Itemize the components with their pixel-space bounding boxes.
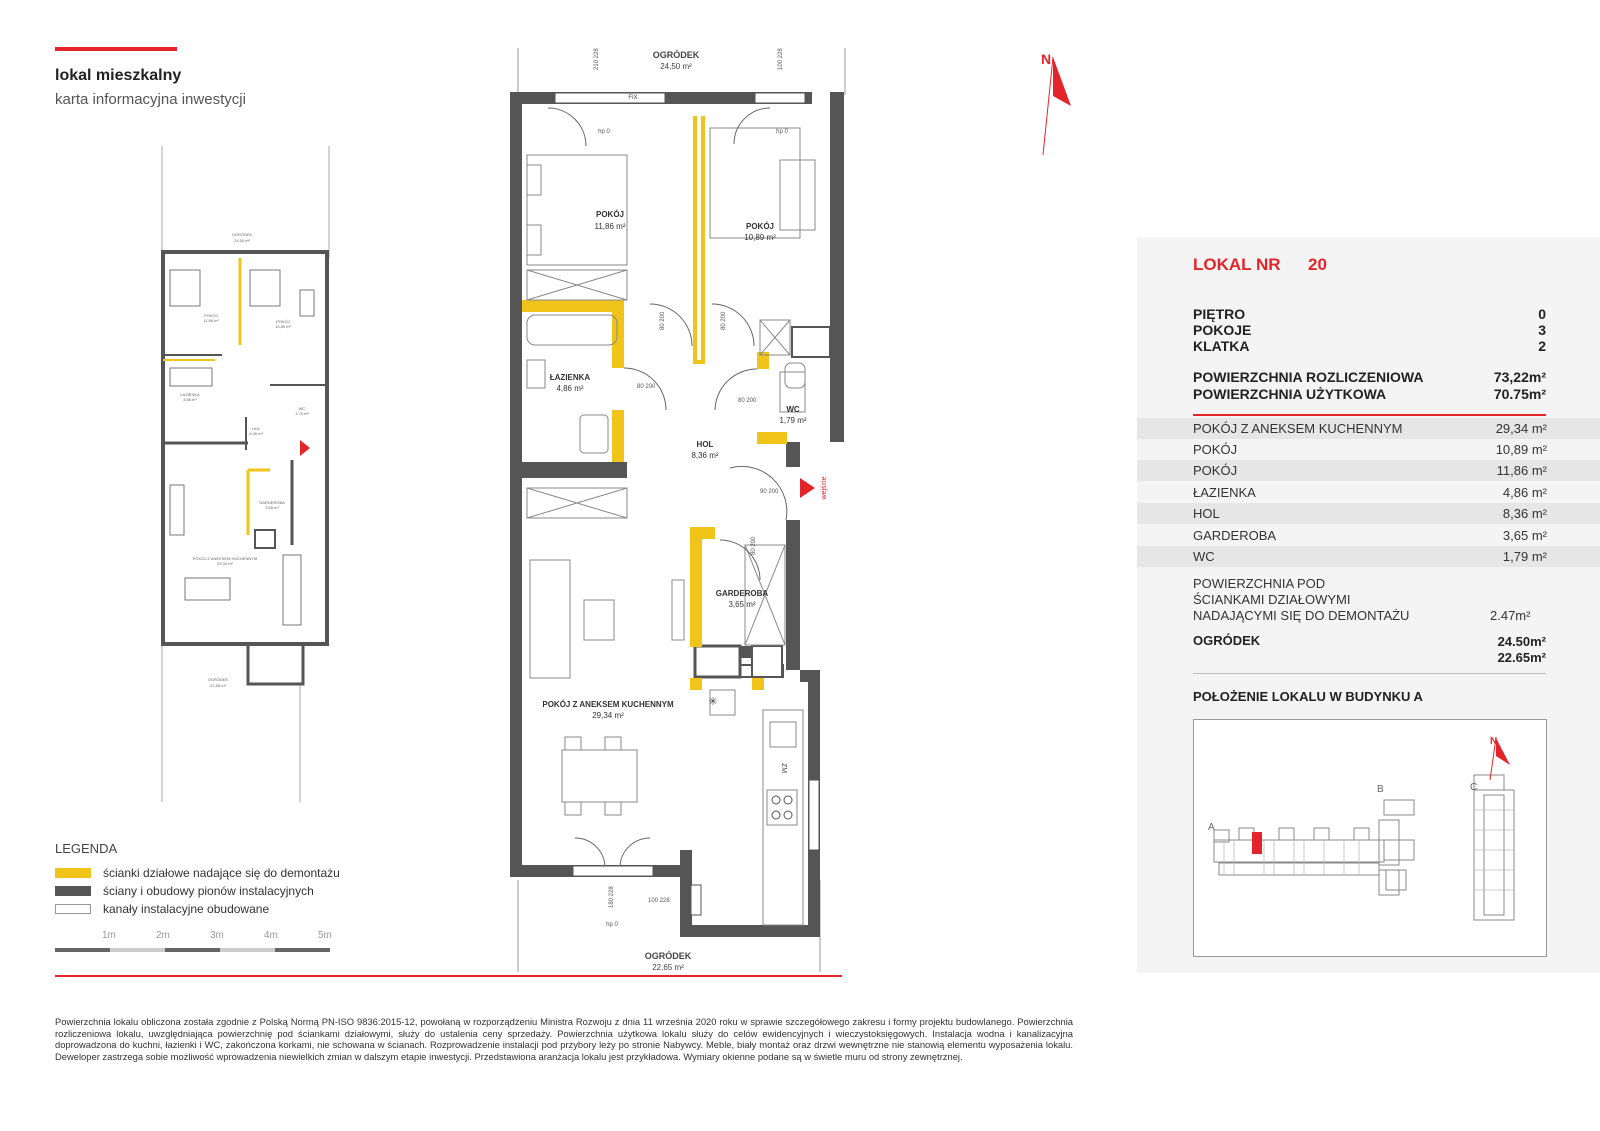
legend-label: kanały instalacyjne obudowane xyxy=(103,902,270,916)
area-row xyxy=(1193,386,1546,402)
scale-tick-label: 1m xyxy=(102,930,116,941)
garden-bottom-area: 22,65 m² xyxy=(652,963,684,972)
area-value: 73,22m² xyxy=(1493,369,1546,385)
garden-top-label: OGRÓDEK xyxy=(652,50,700,60)
scale-bar xyxy=(55,948,330,952)
room-area: 1,79 m² xyxy=(779,416,807,425)
room-label: POKÓJ xyxy=(745,222,775,231)
garden-value: 24.50m² xyxy=(1497,634,1546,649)
threshold-label: hp 0 xyxy=(598,129,610,135)
panel-divider xyxy=(1193,414,1546,416)
room-list-value: 11,86 m² xyxy=(1496,463,1547,478)
window-dimension: 180 228 xyxy=(609,886,615,908)
summary-row xyxy=(1193,306,1546,322)
room-area: 10,89 m² xyxy=(744,233,776,242)
partition-area-value: 2.47m² xyxy=(1490,608,1531,623)
door-dimension: 80 200 xyxy=(660,311,666,330)
site-location-map xyxy=(1193,719,1547,957)
area-label: POWIERZCHNIA UŻYTKOWA xyxy=(1193,386,1387,402)
mini-room-area: 3,65 m² xyxy=(265,505,279,510)
partition-area-label: POWIERZCHNIA POD xyxy=(1193,576,1326,591)
room-list-label: POKÓJ xyxy=(1193,442,1238,457)
room-label: GARDEROBA xyxy=(715,589,769,598)
summary-value: 0 xyxy=(1538,306,1546,322)
room-label: WC xyxy=(786,405,800,414)
light-symbol-icon: ✳ xyxy=(708,696,718,708)
door-dimension: 80 200 xyxy=(721,311,727,330)
legend-swatch-structural xyxy=(55,886,91,896)
area-row xyxy=(1193,369,1546,385)
garden-label: OGRÓDEK xyxy=(1193,633,1261,648)
mini-garden-top-area: 24,50 m² xyxy=(234,238,250,243)
room-label: POKÓJ Z ANEKSEM KUCHENNYM xyxy=(542,700,674,709)
door-dimension: 90 200 xyxy=(760,489,779,495)
garden-bottom-label: OGRÓDEK xyxy=(644,951,692,961)
unit-label: LOKAL NR xyxy=(1193,255,1281,274)
door-dimension: 80 200 xyxy=(738,398,757,404)
scale-tick-label: 5m xyxy=(318,930,332,941)
mini-room-label: WC xyxy=(298,406,306,411)
site-map-drawing xyxy=(1194,720,1546,956)
room-list-label: ŁAZIENKA xyxy=(1193,485,1256,500)
scale-tick-label: 3m xyxy=(210,930,224,941)
legend-item-channel xyxy=(55,902,269,916)
north-indicator: N xyxy=(1041,51,1052,67)
room-area: 8,36 m² xyxy=(691,451,719,460)
legend-label: ściany i obudowy pionów instalacyjnych xyxy=(103,884,314,898)
unit-number: 20 xyxy=(1308,255,1327,274)
summary-label: POKOJE xyxy=(1193,322,1252,338)
door-dimension: 80 200 xyxy=(751,536,757,555)
room-list-item xyxy=(1137,482,1600,503)
door-dimension: 80 200 xyxy=(637,384,656,390)
room-list-value: 1,79 m² xyxy=(1502,549,1547,564)
room-area: 11,86 m² xyxy=(594,222,626,231)
mini-room-label: POKÓJ xyxy=(276,319,290,324)
legend-swatch-removable xyxy=(55,868,91,878)
room-list-label: POKÓJ xyxy=(1193,463,1238,478)
mini-room-area: 10,89 m² xyxy=(275,324,291,329)
mini-room-label: ŁAZIENKA xyxy=(180,392,200,397)
legend-item-removable xyxy=(55,866,340,880)
mini-floor-plan xyxy=(162,146,329,802)
room-list-value: 8,36 m² xyxy=(1502,506,1547,521)
mini-garden-bottom-label: OGRÓDEK xyxy=(207,677,229,682)
room-area: 4,86 m² xyxy=(556,384,584,393)
garden-top-area: 24,50 m² xyxy=(660,62,692,71)
threshold-label: hp 0 xyxy=(776,129,788,135)
partition-area-label: ŚCIANKAMI DZIAŁOWYMI xyxy=(1193,592,1351,607)
window-dimension: 100 228 xyxy=(778,48,784,70)
mini-room-label: POKÓJ xyxy=(204,313,218,318)
summary-label: KLATKA xyxy=(1193,338,1250,354)
mini-room-area: 1,79 m² xyxy=(295,411,309,416)
map-north-indicator: N xyxy=(1490,736,1498,747)
partition-area-label: NADAJĄCYMI SIĘ DO DEMONTAŻU xyxy=(1193,608,1410,623)
room-list-item xyxy=(1137,525,1600,546)
room-list-label: GARDEROBA xyxy=(1193,528,1277,543)
legend-label: ścianki działowe nadające się do demontażu xyxy=(103,866,340,880)
garden-value: 22.65m² xyxy=(1497,650,1546,665)
room-area: 29,34 m² xyxy=(592,711,624,720)
room-list-label: POKÓJ Z ANEKSEM KUCHENNYM xyxy=(1193,421,1403,436)
mini-room-area: 4,86 m² xyxy=(183,397,197,402)
mini-room-label: HOL xyxy=(251,426,261,431)
summary-value: 3 xyxy=(1538,322,1546,338)
summary-value: 2 xyxy=(1538,338,1546,354)
room-list-value: 3,65 m² xyxy=(1502,528,1547,543)
legend-swatch-channel xyxy=(55,904,91,914)
scale-tick-label: 2m xyxy=(156,930,170,941)
main-floor-plan xyxy=(510,48,1071,972)
document-subtitle: karta informacyjna inwestycji xyxy=(55,91,246,108)
summary-label: PIĘTRO xyxy=(1193,306,1246,322)
building-label-c: C xyxy=(1470,782,1478,793)
area-value: 70.75m² xyxy=(1493,386,1546,402)
legend-title: LEGENDA xyxy=(55,841,118,856)
room-area: 3,65 m² xyxy=(728,600,756,609)
mini-room-label: POKÓJ Z ANEKSEM KUCHENNYM xyxy=(192,556,258,561)
room-label: HOL xyxy=(696,440,714,449)
window-dimension: 210 228 xyxy=(594,48,600,70)
room-label: ŁAZIENKA xyxy=(549,373,591,382)
oven-label: ZM xyxy=(780,762,787,774)
mini-garden-bottom-area: 22,65 m² xyxy=(210,683,226,688)
legend-item-structural xyxy=(55,884,314,898)
area-label: POWIERZCHNIA ROZLICZENIOWA xyxy=(1193,369,1424,385)
room-list-item xyxy=(1137,439,1600,460)
building-label-a: A xyxy=(1208,822,1215,833)
room-list-label: WC xyxy=(1193,549,1215,564)
summary-row xyxy=(1193,322,1546,338)
room-list-value: 29,34 m² xyxy=(1495,421,1547,436)
building-label-b: B xyxy=(1377,784,1384,795)
room-list-item xyxy=(1137,546,1600,567)
room-list-label: HOL xyxy=(1193,506,1220,521)
mini-room-area: 11,86 m² xyxy=(203,318,219,323)
window-dimension: 100 228 xyxy=(648,898,670,904)
room-list-value: 10,89 m² xyxy=(1495,442,1547,457)
panel-divider xyxy=(1193,673,1546,674)
legal-footnote: Powierzchnia lokalu obliczona została zgodnie z Polską Normą PN-ISO 9836:2015-12, powołaną w rozporządzeniu Ministra Rozwoju z dnia 11 września 2020 roku w sprawie szczegółowego zakresu i formy projektu budowlanego. Powierzchnia rozliczeniowa lokalu, uwzględniająca powierzchnię pod ściankami działowymi, służy do ustalenia ceny sprzedaży. Powierzchnia użytkowa lokalu służy do celów ewidencyjnych i wieczystoksięgowych. Instalacja wodna i kanalizacyjna doprowadzona do kuchni, łazienki i WC, zakończona korkami, nie schowana w ścianach. Rozprowadzenie instalacji pod przybory leży po stronie Nabywcy. Meble, biały montaż oraz drzwi wewnętrzne nie stanowią elementu wyposażenia lokalu. Deweloper zastrzega sobie możliwość wprowadzenia niewielkich zmian w dalszym etapie inwestycji. Przedstawiona aranżacja lokalu jest przykładowa. Wymiary okienne podane są w świetle muru od strony zewnętrznej. xyxy=(55,1016,1073,1062)
room-list-value: 4,86 m² xyxy=(1502,485,1547,500)
mini-room-label: GARDEROBA xyxy=(259,500,285,505)
section-divider xyxy=(55,975,842,977)
location-title: POŁOŻENIE LOKALU W BUDYNKU A xyxy=(1193,689,1423,704)
scale-tick-label: 4m xyxy=(264,930,278,941)
unit-location-marker xyxy=(1252,832,1262,854)
entrance-label: wejście xyxy=(821,476,828,500)
threshold-label: hp 0 xyxy=(606,922,618,928)
room-label: POKÓJ xyxy=(595,210,625,219)
mini-room-area: 8,36 m² xyxy=(249,431,263,436)
mini-room-area: 29,34 m² xyxy=(217,561,233,566)
fix-label: FIX xyxy=(628,95,638,101)
document-title: lokal mieszkalny xyxy=(55,67,182,84)
mini-garden-top-label: OGRÓDEK xyxy=(231,232,253,237)
room-list-item xyxy=(1137,418,1600,439)
summary-row xyxy=(1193,338,1546,354)
room-list-item xyxy=(1137,503,1600,524)
room-list-item xyxy=(1137,460,1600,481)
